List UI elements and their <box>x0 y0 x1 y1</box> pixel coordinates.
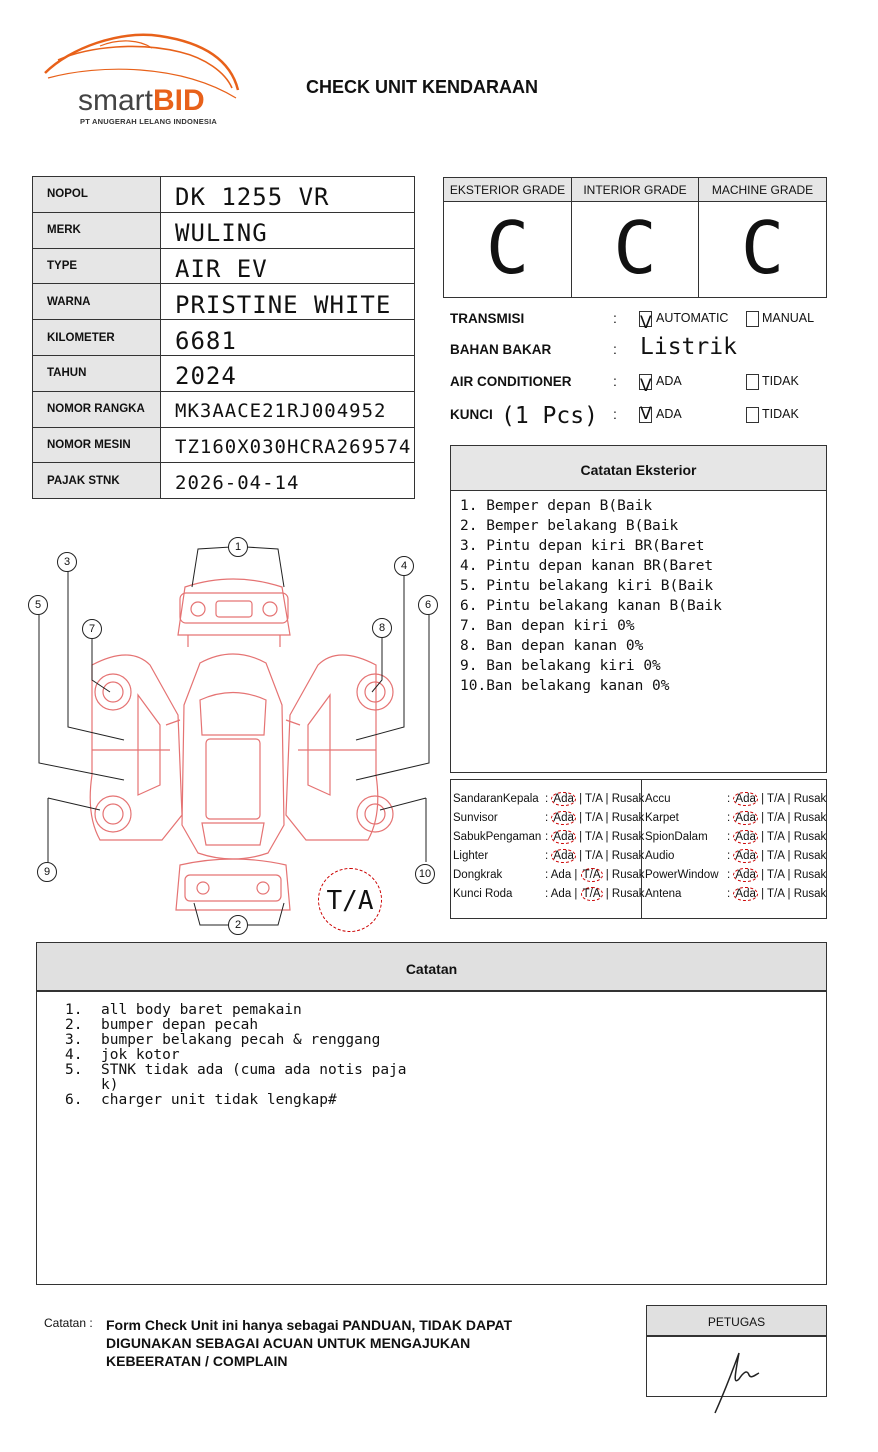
grade-value: C <box>740 206 785 290</box>
field-value: 6681 <box>161 320 415 356</box>
vehicle-info-row <box>33 320 415 356</box>
colon: : <box>545 812 549 824</box>
accessory-row: Accu : Ada | T/A | Rusak <box>645 793 827 805</box>
exterior-note-item: 1. Bemper depan B(Baik <box>460 498 653 514</box>
field-label: PAJAK STNK <box>33 463 161 499</box>
note-item <box>65 1018 826 1033</box>
accessory-option[interactable]: Rusak <box>793 850 827 862</box>
check-mark-icon: V <box>640 376 652 396</box>
accessory-row: Antena : Ada | T/A | Rusak <box>645 888 827 900</box>
note-text: jok kotor <box>101 1047 180 1063</box>
accessory-option[interactable]: Ada <box>553 793 574 805</box>
footer-label: Catatan : <box>44 1316 93 1330</box>
field-label: WARNA <box>33 284 161 320</box>
field-label: MERK <box>33 212 161 248</box>
colon: : <box>613 373 617 389</box>
grade-label: INTERIOR GRADE <box>572 178 698 202</box>
field-value: MK3AACE21RJ004952 <box>161 391 415 427</box>
accessory-row: Karpet : Ada | T/A | Rusak <box>645 812 827 824</box>
vehicle-info-row <box>33 177 415 213</box>
accessory-option[interactable]: Rusak <box>793 831 827 843</box>
note-number: 2. <box>65 1017 83 1033</box>
accessory-name: SandaranKepala <box>453 793 539 805</box>
exterior-note-item: 5. Pintu belakang kiri B(Baik <box>460 578 714 594</box>
accessory-option[interactable]: T/A <box>582 869 601 881</box>
accessory-option[interactable]: Rusak <box>611 793 645 805</box>
accessory-name: Antena <box>645 888 682 900</box>
exterior-notes-panel <box>450 445 827 773</box>
diagram-callout: 4 <box>394 556 414 576</box>
colon: : <box>613 310 617 326</box>
accessory-option[interactable]: T/A <box>585 793 603 805</box>
colon: : <box>613 406 617 422</box>
vehicle-info-row <box>33 284 415 320</box>
field-label: TAHUN <box>33 355 161 391</box>
ac-tidak-checkbox[interactable] <box>746 374 759 390</box>
car-damage-diagram <box>20 535 445 937</box>
manual-label: MANUAL <box>762 311 815 325</box>
accessory-option[interactable]: T/A <box>767 812 785 824</box>
check-mark-icon: V <box>640 313 652 333</box>
grade-machine <box>699 178 826 297</box>
accessory-name: Lighter <box>453 850 489 862</box>
grade-panel <box>443 177 827 298</box>
colon: : <box>613 341 617 357</box>
note-number: 4. <box>65 1047 83 1063</box>
exterior-note-item: 4. Pintu depan kanan BR(Baret <box>460 558 714 574</box>
note-item <box>65 1033 826 1048</box>
note-text: all body baret pemakain <box>101 1002 302 1018</box>
signature-icon <box>705 1345 775 1417</box>
accessory-option[interactable]: Ada <box>550 888 572 900</box>
accessory-option[interactable]: Ada <box>553 831 574 843</box>
grade-label: MACHINE GRADE <box>699 178 826 202</box>
accessory-option[interactable]: Ada <box>735 793 756 805</box>
exterior-notes-list <box>451 491 826 696</box>
note-number: 3. <box>65 1032 83 1048</box>
accessory-option[interactable]: T/A <box>767 831 785 843</box>
field-value: AIR EV <box>161 248 415 284</box>
accessory-option[interactable]: T/A <box>585 831 603 843</box>
accessory-option[interactable]: Rusak <box>793 812 827 824</box>
page-title: CHECK UNIT KENDARAAN <box>306 77 538 97</box>
vehicle-info-table <box>32 176 415 499</box>
note-number: 1. <box>65 1002 83 1018</box>
accessory-row: SpionDalam : Ada | T/A | Rusak <box>645 831 827 843</box>
accessory-option[interactable]: T/A <box>767 888 785 900</box>
field-value: 2024 <box>161 355 415 391</box>
accessory-option[interactable]: T/A <box>767 850 785 862</box>
accessory-row: SabukPengaman : Ada | T/A | Rusak <box>453 831 645 843</box>
accessory-name: PowerWindow <box>645 869 719 881</box>
note-text: bumper belakang pecah & renggang <box>101 1032 381 1048</box>
accessory-option[interactable]: Rusak <box>611 888 645 900</box>
colon: : <box>727 831 731 843</box>
accessory-option[interactable]: Ada <box>553 850 574 862</box>
accessory-name: Audio <box>645 850 675 862</box>
accessory-option[interactable]: Rusak <box>793 793 827 805</box>
grade-exterior <box>444 178 572 297</box>
accessory-option[interactable]: Ada <box>735 831 756 843</box>
field-value: TZ160X030HCRA269574 <box>161 427 415 463</box>
kunci-label: KUNCI <box>450 407 493 422</box>
vehicle-info-row <box>33 463 415 499</box>
manual-checkbox[interactable] <box>746 311 759 327</box>
accessory-row: Lighter : Ada | T/A | Rusak <box>453 850 645 862</box>
accessory-option[interactable]: Rusak <box>793 888 827 900</box>
accessory-name: Accu <box>645 793 671 805</box>
accessory-name: SpionDalam <box>645 831 708 843</box>
colon: : <box>545 831 549 843</box>
exterior-notes-title: Catatan Eksterior <box>451 446 826 491</box>
accessory-option[interactable]: Ada <box>735 850 756 862</box>
kunci-count: (1 Pcs) <box>501 403 598 429</box>
grade-label: EKSTERIOR GRADE <box>444 178 571 202</box>
vehicle-info-row <box>33 391 415 427</box>
field-value: 2026-04-14 <box>161 463 415 499</box>
note-number: 5. <box>65 1062 83 1078</box>
accessory-option[interactable]: Rusak <box>611 869 645 881</box>
vehicle-info-row <box>33 355 415 391</box>
note-text: k) <box>101 1077 119 1093</box>
note-text: bumper depan pecah <box>101 1017 259 1033</box>
note-item <box>65 1063 826 1093</box>
note-item <box>65 1003 826 1018</box>
field-label: TYPE <box>33 248 161 284</box>
vehicle-info-row <box>33 248 415 284</box>
diagram-callout: 10 <box>415 864 435 884</box>
kunci-tidak-checkbox[interactable] <box>746 407 759 423</box>
diagram-callout: 6 <box>418 595 438 615</box>
accessory-option[interactable]: T/A <box>582 888 601 900</box>
logo-wordmark: smartBID <box>78 84 205 117</box>
accessory-option[interactable]: Rusak <box>793 869 827 881</box>
accessory-option[interactable]: T/A <box>767 869 785 881</box>
vehicle-info-row <box>33 212 415 248</box>
accessory-option[interactable]: T/A <box>585 812 603 824</box>
accessory-option[interactable]: Rusak <box>611 831 645 843</box>
exterior-note-item: 10.Ban belakang kanan 0% <box>460 678 670 694</box>
accessory-row: Sunvisor : Ada | T/A | Rusak <box>453 812 645 824</box>
diagram-callout: 3 <box>57 552 77 572</box>
field-value: DK 1255 VR <box>161 177 415 213</box>
check-mark-icon: V <box>640 404 652 424</box>
colon: : <box>727 869 731 881</box>
accessory-row: Dongkrak : Ada | T/A | Rusak <box>453 869 645 881</box>
field-value: PRISTINE WHITE <box>161 284 415 320</box>
kunci-tidak-label: TIDAK <box>762 407 799 421</box>
exterior-note-item: 9. Ban belakang kiri 0% <box>460 658 661 674</box>
logo-subtitle: PT ANUGERAH LELANG INDONESIA <box>80 117 217 126</box>
accessory-option[interactable]: T/A <box>585 850 603 862</box>
exterior-note-item: 2. Bemper belakang B(Baik <box>460 518 679 534</box>
ac-ada-label: ADA <box>656 374 682 388</box>
note-text: STNK tidak ada (cuma ada notis paja <box>101 1062 407 1078</box>
field-label: NOMOR MESIN <box>33 427 161 463</box>
note-number: 6. <box>65 1092 83 1108</box>
accessory-option[interactable]: Ada <box>735 888 756 900</box>
grade-value: C <box>613 206 657 290</box>
accessory-name: Dongkrak <box>453 869 503 881</box>
ac-label: AIR CONDITIONER <box>450 374 572 389</box>
diagram-callout: 1 <box>228 537 248 557</box>
accessory-row: Kunci Roda : Ada | T/A | Rusak <box>453 888 645 900</box>
accessory-name: Karpet <box>645 812 679 824</box>
note-item <box>65 1093 826 1108</box>
accessory-option[interactable]: Ada <box>553 812 574 824</box>
ta-stamp: T/A <box>318 868 382 932</box>
bahan-bakar-value: Listrik <box>640 334 737 360</box>
vehicle-info-row <box>33 427 415 463</box>
field-label: NOMOR RANGKA <box>33 391 161 427</box>
colon: : <box>545 869 549 881</box>
colon: : <box>545 888 549 900</box>
diagram-callout: 2 <box>228 915 248 935</box>
footer-disclaimer: Form Check Unit ini hanya sebagai PANDUAN, TIDAK DAPAT DIGUNAKAN SEBAGAI ACUAN UNTUK MENGAJUKAN KEBEERATAN / COMPLAIN <box>106 1317 513 1369</box>
kunci-ada-label: ADA <box>656 407 682 421</box>
accessory-row: PowerWindow : Ada | T/A | Rusak <box>645 869 827 881</box>
note-text: charger unit tidak lengkap# <box>101 1092 337 1108</box>
exterior-note-item: 8. Ban depan kanan 0% <box>460 638 644 654</box>
exterior-note-item: 7. Ban depan kiri 0% <box>460 618 635 634</box>
grade-interior <box>572 178 699 297</box>
bahan-bakar-label: BAHAN BAKAR <box>450 342 552 357</box>
accessory-name: SabukPengaman <box>453 831 542 843</box>
accessory-name: Kunci Roda <box>453 888 513 900</box>
colon: : <box>545 850 549 862</box>
accessory-option[interactable]: Ada <box>550 869 572 881</box>
exterior-note-item: 3. Pintu depan kiri BR(Baret <box>460 538 705 554</box>
diagram-callout: 9 <box>37 862 57 882</box>
colon: : <box>727 812 731 824</box>
diagram-callout: 7 <box>82 619 102 639</box>
field-value: WULING <box>161 212 415 248</box>
accessory-option[interactable]: T/A <box>767 793 785 805</box>
exterior-note-item: 6. Pintu belakang kanan B(Baik <box>460 598 722 614</box>
notes-panel <box>36 942 827 1285</box>
colon: : <box>545 793 549 805</box>
field-label: KILOMETER <box>33 320 161 356</box>
ac-tidak-label: TIDAK <box>762 374 799 388</box>
diagram-callout: 8 <box>372 618 392 638</box>
grade-value: C <box>485 206 530 290</box>
colon: : <box>727 850 731 862</box>
accessory-option[interactable]: Ada <box>735 812 756 824</box>
accessory-option[interactable]: Ada <box>735 869 756 881</box>
accessory-option[interactable]: Rusak <box>611 812 645 824</box>
automatic-label: AUTOMATIC <box>656 311 729 325</box>
accessories-panel <box>450 779 827 919</box>
field-label: NOPOL <box>33 177 161 213</box>
accessory-name: Sunvisor <box>453 812 498 824</box>
notes-title: Catatan <box>37 943 826 992</box>
accessory-option[interactable]: Rusak <box>611 850 645 862</box>
note-item <box>65 1048 826 1063</box>
accessory-row: Audio : Ada | T/A | Rusak <box>645 850 827 862</box>
colon: : <box>727 793 731 805</box>
transmisi-label: TRANSMISI <box>450 311 525 326</box>
accessory-row: SandaranKepala : Ada | T/A | Rusak <box>453 793 645 805</box>
colon: : <box>727 888 731 900</box>
petugas-label: PETUGAS <box>647 1306 826 1337</box>
notes-list <box>37 992 826 1108</box>
diagram-callout: 5 <box>28 595 48 615</box>
